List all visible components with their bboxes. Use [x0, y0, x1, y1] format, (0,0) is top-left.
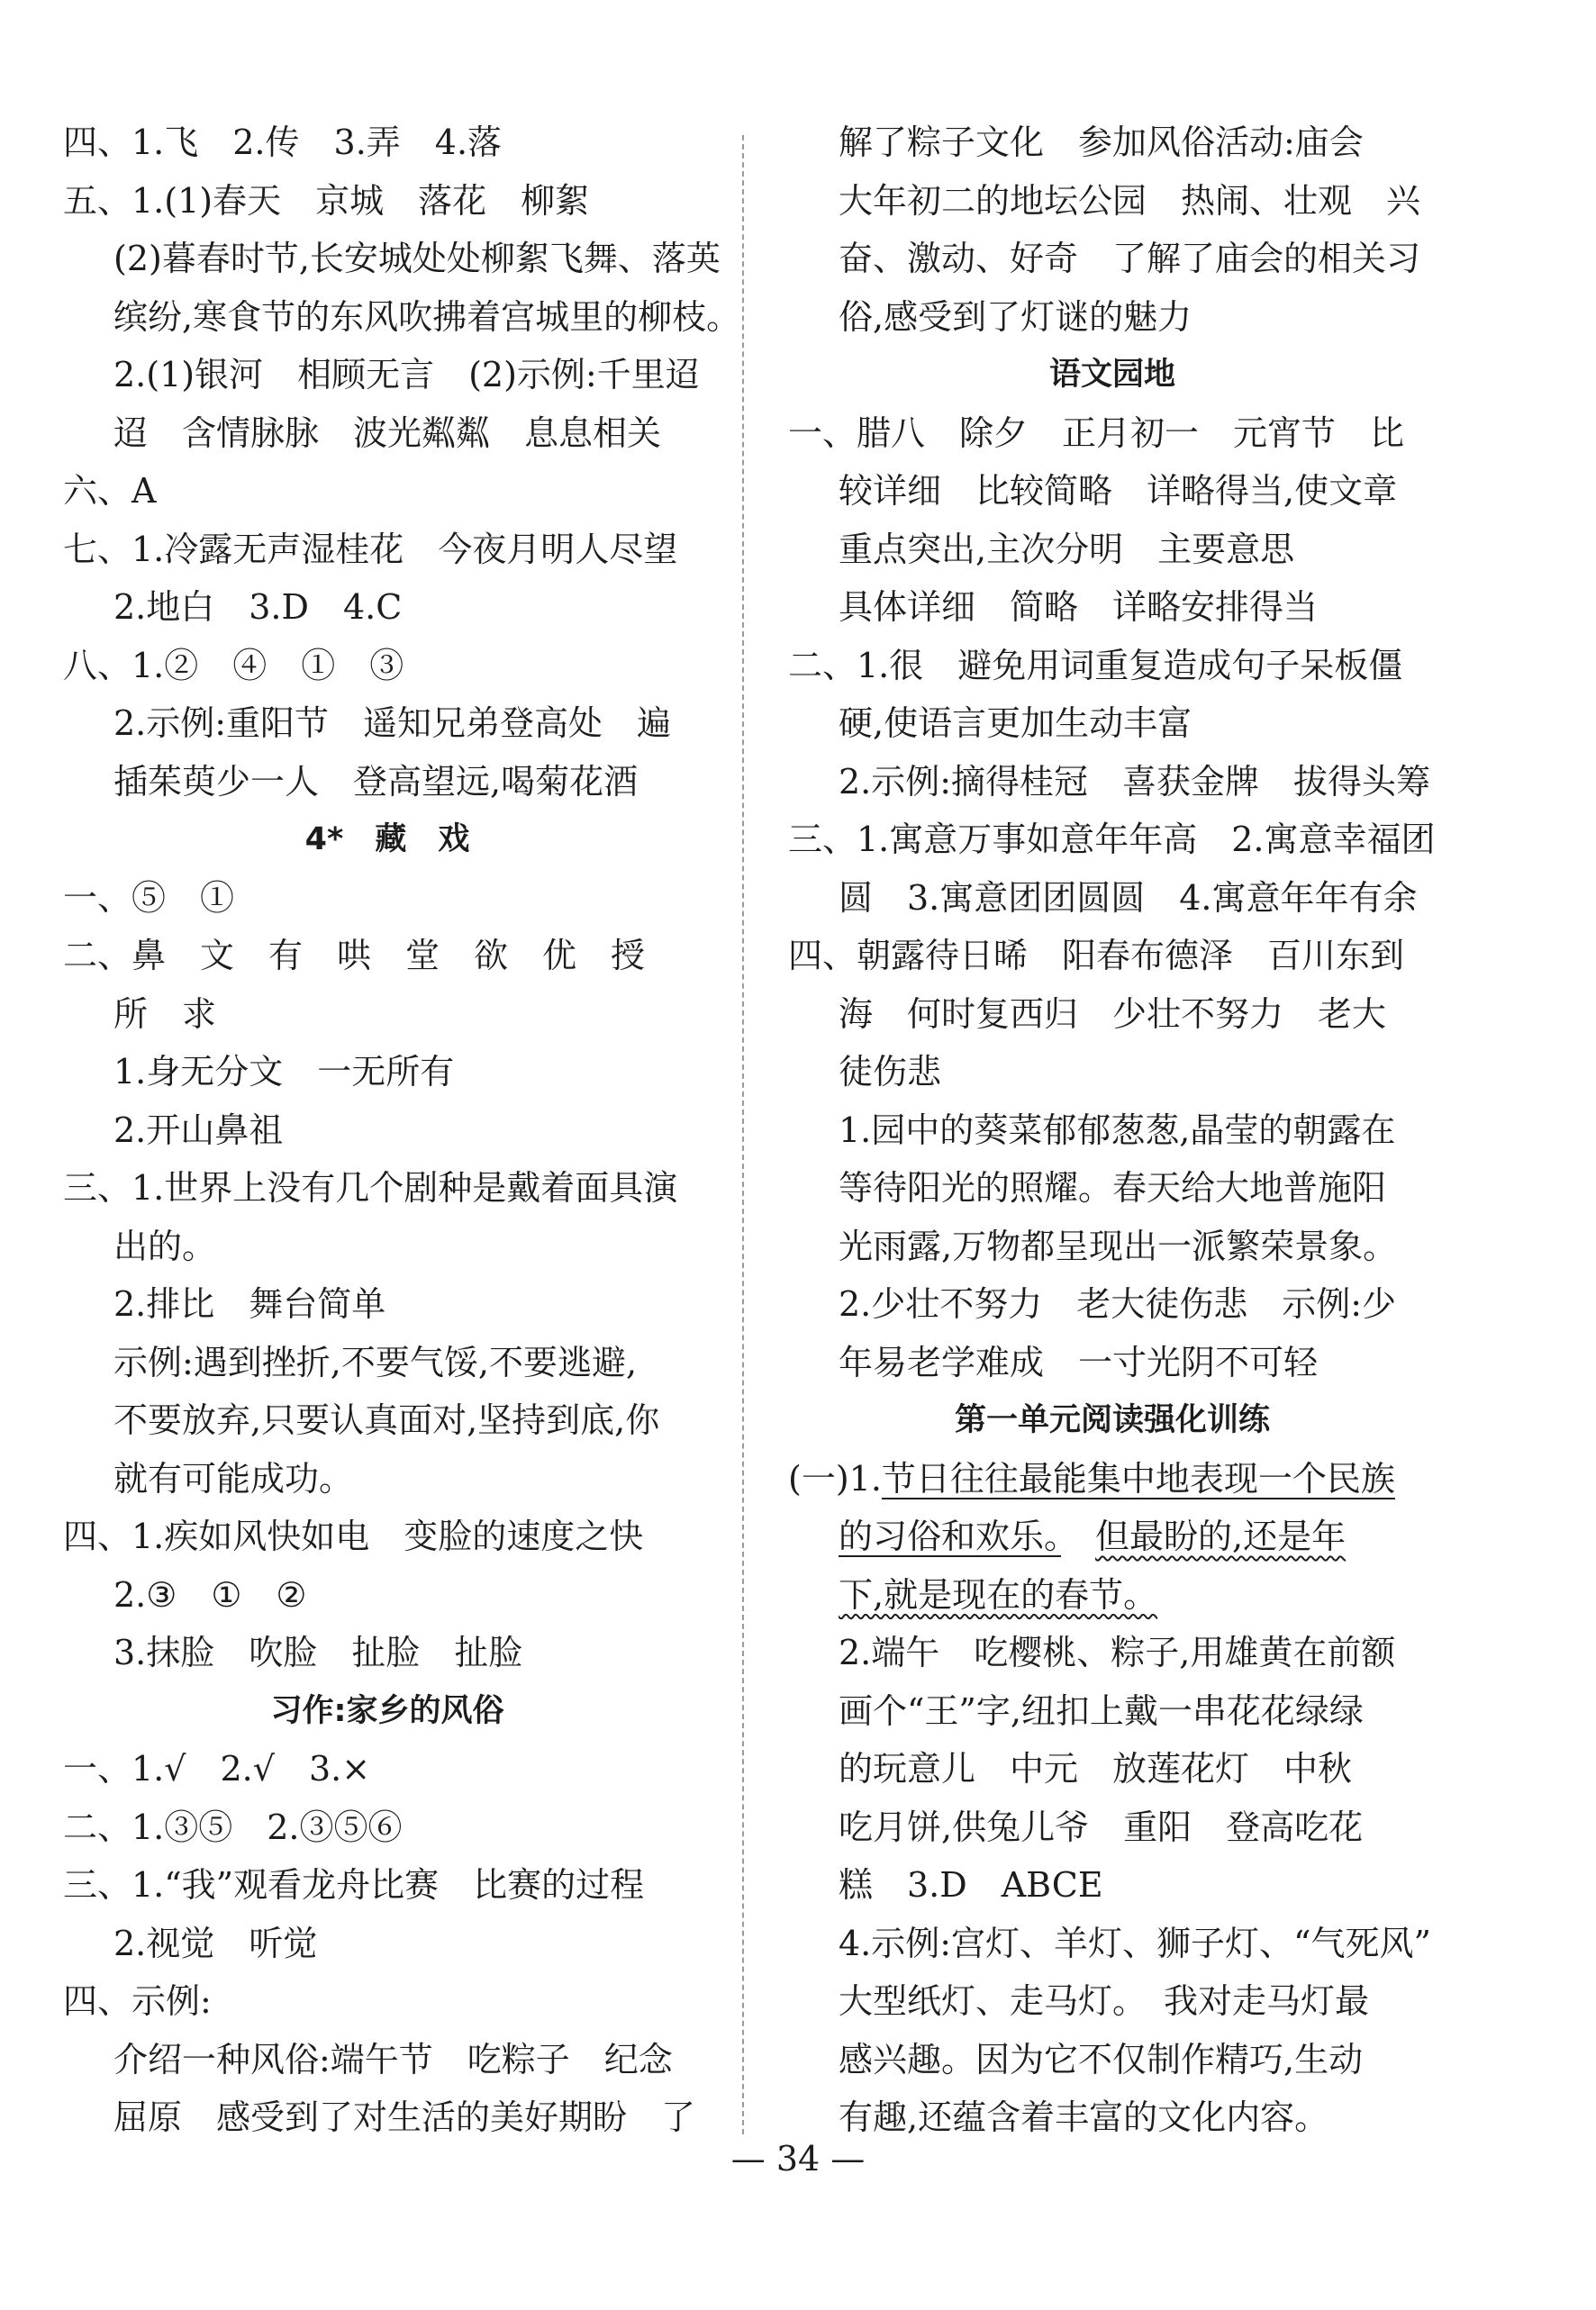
- answer-line: 有趣,还蕴含着丰富的文化内容。: [839, 2097, 1329, 2137]
- answer-line: 二、鼻 文 有 哄 堂 欲 优 授: [63, 936, 646, 975]
- answer-line: 六、A: [63, 471, 157, 511]
- answer-line: 圆 3.寓意团团圆圆 4.寓意年年有余: [839, 877, 1418, 918]
- answer-line: 海 何时复西归 少壮不努力 老大: [839, 993, 1387, 1034]
- answer-line: 一、1.√ 2.√ 3.×: [63, 1749, 371, 1789]
- answer-line: 1.园中的葵菜郁郁葱葱,晶莹的朝露在: [839, 1110, 1396, 1150]
- underlined-sentence: 的习俗和欢乐。: [839, 1517, 1062, 1556]
- answer-line: 光雨露,万物都呈现出一派繁荣景象。: [839, 1226, 1398, 1266]
- answer-line: 三、1.寓意万事如意年年高 2.寓意幸福团: [788, 820, 1436, 859]
- answer-line: 2.地白 3.D 4.C: [113, 587, 403, 627]
- answer-line: (2)暮春时节,长安城处处柳絮飞舞、落英: [113, 239, 721, 278]
- answer-line: 插茱萸少一人 登高望远,喝菊花酒: [113, 761, 639, 802]
- answer-line: 就有可能成功。: [113, 1458, 354, 1499]
- section-heading: 4* 藏 戏: [304, 821, 470, 857]
- right-column: [788, 113, 1437, 2147]
- answer-line: 2.(1)银河 相顾无言 (2)示例:千里迢: [113, 355, 700, 394]
- answer-line: 七、1.冷露无声湿桂花 今夜月明人尽望: [63, 529, 678, 569]
- section-heading: 语文园地: [1048, 357, 1175, 393]
- answer-line: 八、1.② ④ ① ③: [63, 645, 404, 685]
- answer-line: 2.开山鼻祖: [113, 1110, 284, 1150]
- answer-line: 吃月饼,供兔儿爷 重阳 登高吃花: [839, 1807, 1364, 1847]
- answer-line: 2.示例:重阳节 遥知兄弟登高处 遍: [113, 703, 672, 743]
- answer-line: 缤纷,寒食节的东风吹拂着宫城里的柳枝。: [113, 296, 741, 337]
- answer-line: 年易老学难成 一寸光阴不可轻: [839, 1342, 1319, 1382]
- page-number: — 34 —: [730, 2139, 866, 2179]
- answer-line: 徒伤悲: [839, 1052, 942, 1092]
- answer-line: 解了粽子文化 参加风俗活动:庙会: [839, 122, 1364, 162]
- answer-line: 奋、激动、好奇 了解了庙会的相关习: [839, 239, 1421, 278]
- answer-line: 三、1.世界上没有几个剧种是戴着面具演: [63, 1168, 678, 1208]
- answer-line: 一、⑤ ①: [63, 877, 235, 918]
- answer-line: 1.身无分文 一无所有: [113, 1052, 455, 1092]
- answer-line: 五、1.(1)春天 京城 落花 柳絮: [63, 180, 590, 221]
- column-divider: [742, 135, 744, 2134]
- answer-line: 二、1.③⑤ 2.③⑤⑥: [63, 1807, 403, 1847]
- answer-line: 大型纸灯、走马灯。 我对走马灯最: [839, 1981, 1370, 2021]
- answer-line: 2.视觉 听觉: [113, 1923, 318, 1963]
- answer-line: 四、1.疾如风快如电 变脸的速度之快: [63, 1517, 644, 1556]
- section-heading: 第一单元阅读强化训练: [954, 1402, 1270, 1438]
- answer-line: 具体详细 简略 详略安排得当: [839, 587, 1319, 627]
- answer-line: 迢 含情脉脉 波光粼粼 息息相关: [113, 412, 662, 453]
- wavy-underlined-sentence: 但最盼的,还是年: [1095, 1517, 1347, 1556]
- answer-line: 4.示例:宫灯、羊灯、狮子灯、“气死风”: [839, 1923, 1431, 1963]
- answer-line: 不要放弃,只要认真面对,坚持到底,你: [113, 1400, 660, 1440]
- answer-line: 硬,使语言更加生动丰富: [839, 703, 1192, 743]
- answer-line: 介绍一种风俗:端午节 吃粽子 纪念: [113, 2039, 673, 2079]
- answer-line: 感兴趣。因为它不仅制作精巧,生动: [839, 2039, 1364, 2079]
- answer-line: 糕 3.D ABCE: [839, 1865, 1103, 1905]
- answer-line: 四、1.飞 2.传 3.弄 4.落: [63, 122, 503, 162]
- answer-line: 示例:遇到挫折,不要气馁,不要逃避,: [113, 1342, 638, 1382]
- answer-line: 大年初二的地坛公园 热闹、壮观 兴: [839, 180, 1421, 221]
- answer-line: 2.排比 舞台简单: [113, 1284, 386, 1324]
- answer-line: 四、朝露待日晞 阳春布德泽 百川东到: [788, 936, 1405, 975]
- left-column: [63, 113, 741, 2147]
- answer-line: 重点突出,主次分明 主要意思: [839, 529, 1295, 569]
- wavy-underlined-sentence: 下,就是现在的春节。: [839, 1574, 1158, 1615]
- answer-line: 2.端午 吃樱桃、粽子,用雄黄在前额: [839, 1633, 1396, 1672]
- answer-line: 出的。: [113, 1226, 217, 1266]
- answer-line: 四、示例:: [63, 1981, 212, 2021]
- answer-line: 一、腊八 除夕 正月初一 元宵节 比: [788, 412, 1405, 453]
- answer-line: 俗,感受到了灯谜的魅力: [839, 296, 1192, 337]
- answer-line: 二、1.很 避免用词重复造成句子呆板僵: [788, 645, 1403, 685]
- answer-line: 2.示例:摘得桂冠 喜获金牌 拔得头筹: [839, 761, 1431, 802]
- answer-line: 2.少壮不努力 老大徒伤悲 示例:少: [839, 1284, 1397, 1324]
- answer-line: 等待阳光的照耀。春天给大地普施阳: [839, 1168, 1387, 1208]
- answer-line: 3.抹脸 吹脸 扯脸 扯脸: [113, 1633, 523, 1672]
- answer-line: [788, 1508, 1437, 1566]
- answer-line: 较详细 比较简略 详略得当,使文章: [839, 471, 1398, 511]
- section-heading: 习作:家乡的风俗: [270, 1692, 504, 1729]
- answer-line: 2.③ ① ②: [113, 1574, 307, 1615]
- answer-line: 所 求: [113, 993, 217, 1034]
- answer-line: 画个“王”字,纽扣上戴一串花花绿绿: [839, 1690, 1364, 1731]
- answer-line: 的玩意儿 中元 放莲花灯 中秋: [839, 1749, 1353, 1789]
- answer-line: (一)1.节日往往最能集中地表现一个民族: [788, 1458, 1395, 1499]
- answer-line: 屈原 感受到了对生活的美好期盼 了: [113, 2097, 696, 2137]
- underlined-sentence: 节日往往最能集中地表现一个民族: [881, 1458, 1395, 1499]
- answer-line: 三、1.“我”观看龙舟比赛 比赛的过程: [63, 1865, 645, 1905]
- answer-line: [788, 1566, 1437, 1625]
